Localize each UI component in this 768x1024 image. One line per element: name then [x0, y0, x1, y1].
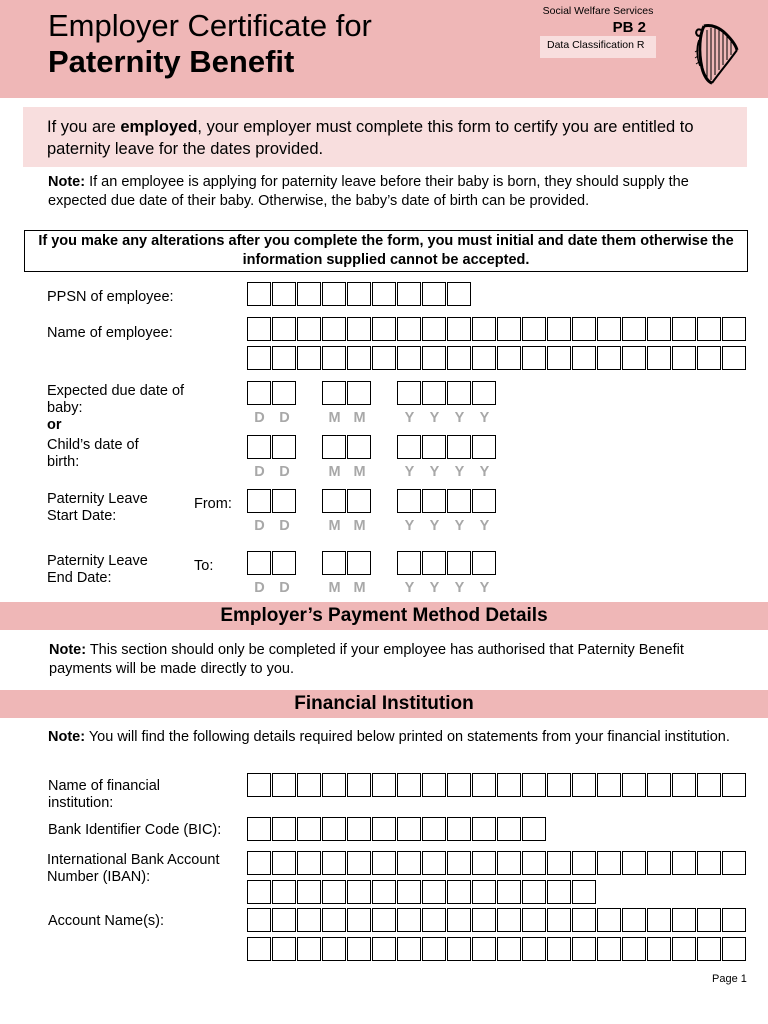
- character-box[interactable]: [297, 817, 321, 841]
- data-classification-text: Data Classification R: [547, 39, 645, 51]
- date-part-group[interactable]: [397, 435, 497, 459]
- alteration-warning-box: [24, 230, 748, 272]
- character-box[interactable]: [247, 908, 271, 932]
- date-format-hint: [247, 410, 297, 426]
- character-box[interactable]: [672, 937, 696, 961]
- character-box[interactable]: [597, 851, 621, 875]
- date-format-hint: [397, 464, 497, 480]
- character-box[interactable]: [472, 937, 496, 961]
- character-box[interactable]: [372, 851, 396, 875]
- or-label: or: [47, 417, 62, 433]
- to-label: To:: [194, 558, 214, 574]
- date-hint-letter: Y: [429, 580, 440, 596]
- date-part-group[interactable]: [322, 435, 372, 459]
- iban-label: International Bank Account Number (IBAN):: [47, 852, 220, 885]
- date-hint-letter: Y: [479, 518, 490, 534]
- character-box[interactable]: [472, 817, 496, 841]
- character-box[interactable]: [722, 851, 746, 875]
- date-format-hint: [322, 580, 372, 596]
- date-format-hint: [247, 464, 297, 480]
- character-box[interactable]: [347, 851, 371, 875]
- character-box[interactable]: [447, 282, 471, 306]
- alteration-warning-text: If you make any alterations after you complete the form, you must initial and date them otherwise the information supplied cannot be accepted.: [38, 233, 734, 268]
- due-date-label: Expected due date of baby:: [47, 383, 185, 416]
- character-box[interactable]: [247, 851, 271, 875]
- character-box[interactable]: [372, 282, 396, 306]
- character-box[interactable]: [672, 346, 696, 370]
- character-box[interactable]: [272, 880, 296, 904]
- date-digit-box[interactable]: [422, 551, 446, 575]
- character-box[interactable]: [372, 817, 396, 841]
- date-part-group[interactable]: [397, 381, 497, 405]
- character-box[interactable]: [247, 282, 271, 306]
- character-box[interactable]: [497, 908, 521, 932]
- character-box[interactable]: [672, 317, 696, 341]
- account-name-label: Account Name(s):: [48, 913, 165, 929]
- birth-date-label: Child’s date of birth:: [47, 437, 139, 470]
- character-box[interactable]: [697, 773, 721, 797]
- date-hint-letter: M: [353, 518, 366, 534]
- date-hint-letter: Y: [454, 410, 465, 426]
- page-number: Page 1: [712, 973, 747, 985]
- date-format-hint: [322, 410, 372, 426]
- intro-text-emphasis: employed: [120, 118, 198, 136]
- due-date-note: [48, 173, 748, 211]
- date-digit-box[interactable]: [397, 435, 421, 459]
- financial-section-note: [48, 728, 748, 747]
- character-box[interactable]: [272, 317, 296, 341]
- character-box[interactable]: [722, 317, 746, 341]
- date-hint-letter: M: [328, 410, 341, 426]
- character-box[interactable]: [372, 346, 396, 370]
- date-hint-letter: D: [279, 580, 290, 596]
- from-label: From:: [194, 496, 232, 512]
- date-hint-letter: Y: [454, 580, 465, 596]
- header-band: [0, 0, 768, 98]
- intro-text-part2: , your employer must complete this form to certify you are entitled to paternity leave for the dates provided.: [47, 118, 694, 158]
- date-hint-letter: Y: [454, 464, 465, 480]
- date-hint-letter: D: [254, 580, 265, 596]
- date-hint-letter: D: [254, 410, 265, 426]
- character-box[interactable]: [547, 851, 571, 875]
- date-digit-box[interactable]: [447, 489, 471, 513]
- date-part-group[interactable]: [322, 551, 372, 575]
- character-box[interactable]: [347, 317, 371, 341]
- character-box[interactable]: [597, 317, 621, 341]
- iban-input-line1[interactable]: [247, 851, 747, 875]
- character-box[interactable]: [397, 817, 421, 841]
- date-format-hint: [397, 580, 497, 596]
- character-box[interactable]: [647, 773, 671, 797]
- character-box[interactable]: [247, 937, 271, 961]
- character-box[interactable]: [522, 851, 546, 875]
- character-box[interactable]: [322, 880, 346, 904]
- form-title-line2: Paternity Benefit: [48, 44, 295, 79]
- character-box[interactable]: [422, 317, 446, 341]
- date-digit-box[interactable]: [247, 435, 271, 459]
- date-format-hint: [247, 580, 297, 596]
- note-label: Note:: [49, 642, 87, 658]
- character-box[interactable]: [547, 773, 571, 797]
- character-box[interactable]: [547, 317, 571, 341]
- character-box[interactable]: [697, 937, 721, 961]
- character-box[interactable]: [272, 817, 296, 841]
- character-box[interactable]: [372, 937, 396, 961]
- character-box[interactable]: [322, 908, 346, 932]
- date-format-hint: [247, 518, 297, 534]
- employee-name-input-line2[interactable]: [247, 346, 747, 370]
- date-digit-box[interactable]: [472, 381, 496, 405]
- character-box[interactable]: [347, 773, 371, 797]
- character-box[interactable]: [522, 346, 546, 370]
- character-box[interactable]: [297, 937, 321, 961]
- leave-start-label: Paternity Leave Start Date:: [47, 491, 148, 524]
- iban-input-line2[interactable]: [247, 880, 597, 904]
- character-box[interactable]: [422, 282, 446, 306]
- payment-section-header: [0, 602, 768, 630]
- character-box[interactable]: [597, 937, 621, 961]
- character-box[interactable]: [547, 937, 571, 961]
- character-box[interactable]: [447, 880, 471, 904]
- character-box[interactable]: [322, 851, 346, 875]
- date-hint-letter: M: [353, 580, 366, 596]
- payment-section-note: [49, 641, 749, 679]
- date-part-group[interactable]: [247, 551, 297, 575]
- character-box[interactable]: [697, 317, 721, 341]
- character-box[interactable]: [497, 851, 521, 875]
- character-box[interactable]: [447, 346, 471, 370]
- character-box[interactable]: [397, 908, 421, 932]
- character-box[interactable]: [722, 773, 746, 797]
- character-box[interactable]: [397, 773, 421, 797]
- character-box[interactable]: [297, 880, 321, 904]
- account-name-input-line2[interactable]: [247, 937, 747, 961]
- date-hint-letter: D: [279, 410, 290, 426]
- date-hint-letter: Y: [479, 464, 490, 480]
- date-hint-letter: M: [328, 464, 341, 480]
- character-box[interactable]: [722, 346, 746, 370]
- date-digit-box[interactable]: [447, 551, 471, 575]
- character-box[interactable]: [722, 937, 746, 961]
- date-digit-box[interactable]: [397, 489, 421, 513]
- character-box[interactable]: [322, 773, 346, 797]
- date-digit-box[interactable]: [247, 489, 271, 513]
- character-box[interactable]: [397, 880, 421, 904]
- character-box[interactable]: [497, 773, 521, 797]
- character-box[interactable]: [272, 282, 296, 306]
- character-box[interactable]: [347, 880, 371, 904]
- ppsn-input[interactable]: [247, 282, 472, 306]
- data-classification-badge: [540, 36, 656, 58]
- character-box[interactable]: [647, 346, 671, 370]
- character-box[interactable]: [572, 851, 596, 875]
- character-box[interactable]: [322, 817, 346, 841]
- character-box[interactable]: [372, 773, 396, 797]
- form-title-line1: Employer Certificate for: [48, 8, 372, 43]
- character-box[interactable]: [422, 851, 446, 875]
- character-box[interactable]: [647, 317, 671, 341]
- leave-end-label: Paternity Leave End Date:: [47, 553, 148, 586]
- department-name: Social Welfare Services: [542, 5, 654, 17]
- character-box[interactable]: [347, 937, 371, 961]
- character-box[interactable]: [347, 346, 371, 370]
- intro-banner: [23, 107, 747, 167]
- note-text: If an employee is applying for paternity leave before their baby is born, they should supply the expected due date of their baby. Otherwise, the baby’s date of birth can be provided.: [48, 174, 689, 209]
- note-text: This section should only be completed if your employee has authorised that Paternity Benefit payments will be made directly to you.: [49, 642, 684, 677]
- date-digit-box[interactable]: [347, 435, 371, 459]
- note-label: Note:: [48, 729, 86, 745]
- character-box[interactable]: [422, 908, 446, 932]
- date-hint-letter: Y: [404, 464, 415, 480]
- date-hint-letter: Y: [479, 580, 490, 596]
- institution-name-input[interactable]: [247, 773, 747, 797]
- date-hint-letter: Y: [429, 410, 440, 426]
- character-box[interactable]: [397, 937, 421, 961]
- character-box[interactable]: [447, 908, 471, 932]
- character-box[interactable]: [472, 317, 496, 341]
- date-digit-box[interactable]: [247, 381, 271, 405]
- character-box[interactable]: [672, 773, 696, 797]
- character-box[interactable]: [647, 908, 671, 932]
- character-box[interactable]: [322, 937, 346, 961]
- date-format-hint: [397, 410, 497, 426]
- date-hint-letter: M: [353, 410, 366, 426]
- date-format-hint: [397, 518, 497, 534]
- date-hint-letter: M: [328, 580, 341, 596]
- date-hint-letter: Y: [479, 410, 490, 426]
- character-box[interactable]: [597, 773, 621, 797]
- character-box[interactable]: [372, 880, 396, 904]
- date-hint-letter: M: [353, 464, 366, 480]
- character-box[interactable]: [372, 908, 396, 932]
- character-box[interactable]: [522, 817, 546, 841]
- character-box[interactable]: [572, 317, 596, 341]
- character-box[interactable]: [622, 317, 646, 341]
- character-box[interactable]: [322, 346, 346, 370]
- account-name-input-line1[interactable]: [247, 908, 747, 932]
- date-hint-letter: D: [254, 518, 265, 534]
- date-part-group[interactable]: [397, 489, 497, 513]
- character-box[interactable]: [397, 317, 421, 341]
- character-box[interactable]: [247, 346, 271, 370]
- character-box[interactable]: [472, 880, 496, 904]
- character-box[interactable]: [247, 880, 271, 904]
- character-box[interactable]: [622, 346, 646, 370]
- character-box[interactable]: [272, 773, 296, 797]
- character-box[interactable]: [672, 908, 696, 932]
- character-box[interactable]: [472, 851, 496, 875]
- date-hint-letter: Y: [404, 580, 415, 596]
- character-box[interactable]: [597, 346, 621, 370]
- date-digit-box[interactable]: [447, 381, 471, 405]
- character-box[interactable]: [297, 851, 321, 875]
- character-box[interactable]: [397, 346, 421, 370]
- date-hint-letter: Y: [429, 464, 440, 480]
- character-box[interactable]: [497, 937, 521, 961]
- date-digit-box[interactable]: [322, 381, 346, 405]
- note-label: Note:: [48, 174, 86, 190]
- harp-emblem-icon: [690, 20, 740, 86]
- character-box[interactable]: [597, 908, 621, 932]
- character-box[interactable]: [722, 908, 746, 932]
- date-digit-box[interactable]: [397, 551, 421, 575]
- bic-input[interactable]: [247, 817, 547, 841]
- character-box[interactable]: [572, 773, 596, 797]
- intro-text-part1: If you are: [47, 118, 121, 136]
- date-digit-box[interactable]: [422, 381, 446, 405]
- character-box[interactable]: [622, 908, 646, 932]
- character-box[interactable]: [522, 317, 546, 341]
- note-text: You will find the following details required below printed on statements from your financial institution.: [85, 729, 730, 745]
- date-digit-box[interactable]: [347, 489, 371, 513]
- character-box[interactable]: [397, 282, 421, 306]
- character-box[interactable]: [672, 851, 696, 875]
- payment-section-title: Employer’s Payment Method Details: [220, 605, 548, 626]
- character-box[interactable]: [422, 817, 446, 841]
- character-box[interactable]: [622, 851, 646, 875]
- character-box[interactable]: [422, 773, 446, 797]
- character-box[interactable]: [522, 880, 546, 904]
- date-part-group[interactable]: [247, 435, 297, 459]
- character-box[interactable]: [497, 346, 521, 370]
- date-format-hint: [322, 464, 372, 480]
- character-box[interactable]: [622, 937, 646, 961]
- date-format-hint: [322, 518, 372, 534]
- character-box[interactable]: [447, 317, 471, 341]
- date-hint-letter: D: [254, 464, 265, 480]
- date-part-group[interactable]: [322, 381, 372, 405]
- character-box[interactable]: [272, 851, 296, 875]
- date-hint-letter: Y: [404, 518, 415, 534]
- character-box[interactable]: [297, 282, 321, 306]
- date-hint-letter: D: [279, 518, 290, 534]
- character-box[interactable]: [447, 851, 471, 875]
- date-digit-box[interactable]: [272, 489, 296, 513]
- date-hint-letter: M: [328, 518, 341, 534]
- character-box[interactable]: [447, 817, 471, 841]
- character-box[interactable]: [347, 817, 371, 841]
- character-box[interactable]: [572, 908, 596, 932]
- character-box[interactable]: [522, 908, 546, 932]
- date-part-group[interactable]: [247, 381, 297, 405]
- date-digit-box[interactable]: [472, 551, 496, 575]
- date-digit-box[interactable]: [422, 489, 446, 513]
- character-box[interactable]: [547, 346, 571, 370]
- date-digit-box[interactable]: [247, 551, 271, 575]
- date-hint-letter: Y: [404, 410, 415, 426]
- institution-name-label: Name of financial institution:: [48, 778, 161, 811]
- character-box[interactable]: [572, 880, 596, 904]
- employee-name-input-line1[interactable]: [247, 317, 747, 341]
- character-box[interactable]: [497, 317, 521, 341]
- character-box[interactable]: [447, 937, 471, 961]
- character-box[interactable]: [547, 880, 571, 904]
- character-box[interactable]: [572, 346, 596, 370]
- financial-section-title: Financial Institution: [294, 693, 474, 714]
- character-box[interactable]: [372, 317, 396, 341]
- bic-label: Bank Identifier Code (BIC):: [48, 822, 222, 838]
- character-box[interactable]: [297, 773, 321, 797]
- date-digit-box[interactable]: [272, 435, 296, 459]
- character-box[interactable]: [497, 880, 521, 904]
- character-box[interactable]: [347, 908, 371, 932]
- date-digit-box[interactable]: [397, 381, 421, 405]
- date-digit-box[interactable]: [422, 435, 446, 459]
- intro-text: [47, 116, 737, 160]
- date-hint-letter: Y: [429, 518, 440, 534]
- character-box[interactable]: [697, 851, 721, 875]
- character-box[interactable]: [322, 317, 346, 341]
- date-part-group[interactable]: [322, 489, 372, 513]
- character-box[interactable]: [297, 317, 321, 341]
- character-box[interactable]: [422, 937, 446, 961]
- character-box[interactable]: [272, 937, 296, 961]
- date-digit-box[interactable]: [347, 551, 371, 575]
- character-box[interactable]: [272, 346, 296, 370]
- character-box[interactable]: [522, 773, 546, 797]
- date-digit-box[interactable]: [447, 435, 471, 459]
- form-code: PB 2: [612, 19, 646, 36]
- character-box[interactable]: [397, 851, 421, 875]
- date-digit-box[interactable]: [347, 381, 371, 405]
- date-digit-box[interactable]: [472, 489, 496, 513]
- character-box[interactable]: [647, 851, 671, 875]
- date-part-group[interactable]: [397, 551, 497, 575]
- character-box[interactable]: [422, 880, 446, 904]
- date-digit-box[interactable]: [272, 381, 296, 405]
- character-box[interactable]: [272, 908, 296, 932]
- character-box[interactable]: [647, 937, 671, 961]
- character-box[interactable]: [547, 908, 571, 932]
- character-box[interactable]: [247, 773, 271, 797]
- employee-name-label: Name of employee:: [47, 325, 173, 341]
- date-digit-box[interactable]: [322, 551, 346, 575]
- character-box[interactable]: [697, 908, 721, 932]
- character-box[interactable]: [297, 346, 321, 370]
- date-hint-letter: D: [279, 464, 290, 480]
- character-box[interactable]: [247, 317, 271, 341]
- character-box[interactable]: [247, 817, 271, 841]
- character-box[interactable]: [447, 773, 471, 797]
- character-box[interactable]: [522, 937, 546, 961]
- character-box[interactable]: [572, 937, 596, 961]
- ppsn-label: PPSN of employee:: [47, 289, 174, 305]
- character-box[interactable]: [472, 773, 496, 797]
- character-box[interactable]: [422, 346, 446, 370]
- character-box[interactable]: [472, 908, 496, 932]
- character-box[interactable]: [622, 773, 646, 797]
- character-box[interactable]: [472, 346, 496, 370]
- date-hint-letter: Y: [454, 518, 465, 534]
- date-digit-box[interactable]: [272, 551, 296, 575]
- character-box[interactable]: [497, 817, 521, 841]
- date-part-group[interactable]: [247, 489, 297, 513]
- financial-section-header: [0, 690, 768, 718]
- character-box[interactable]: [297, 908, 321, 932]
- character-box[interactable]: [322, 282, 346, 306]
- date-digit-box[interactable]: [322, 489, 346, 513]
- date-digit-box[interactable]: [472, 435, 496, 459]
- date-digit-box[interactable]: [322, 435, 346, 459]
- character-box[interactable]: [697, 346, 721, 370]
- character-box[interactable]: [347, 282, 371, 306]
- form-code-box: [540, 2, 656, 59]
